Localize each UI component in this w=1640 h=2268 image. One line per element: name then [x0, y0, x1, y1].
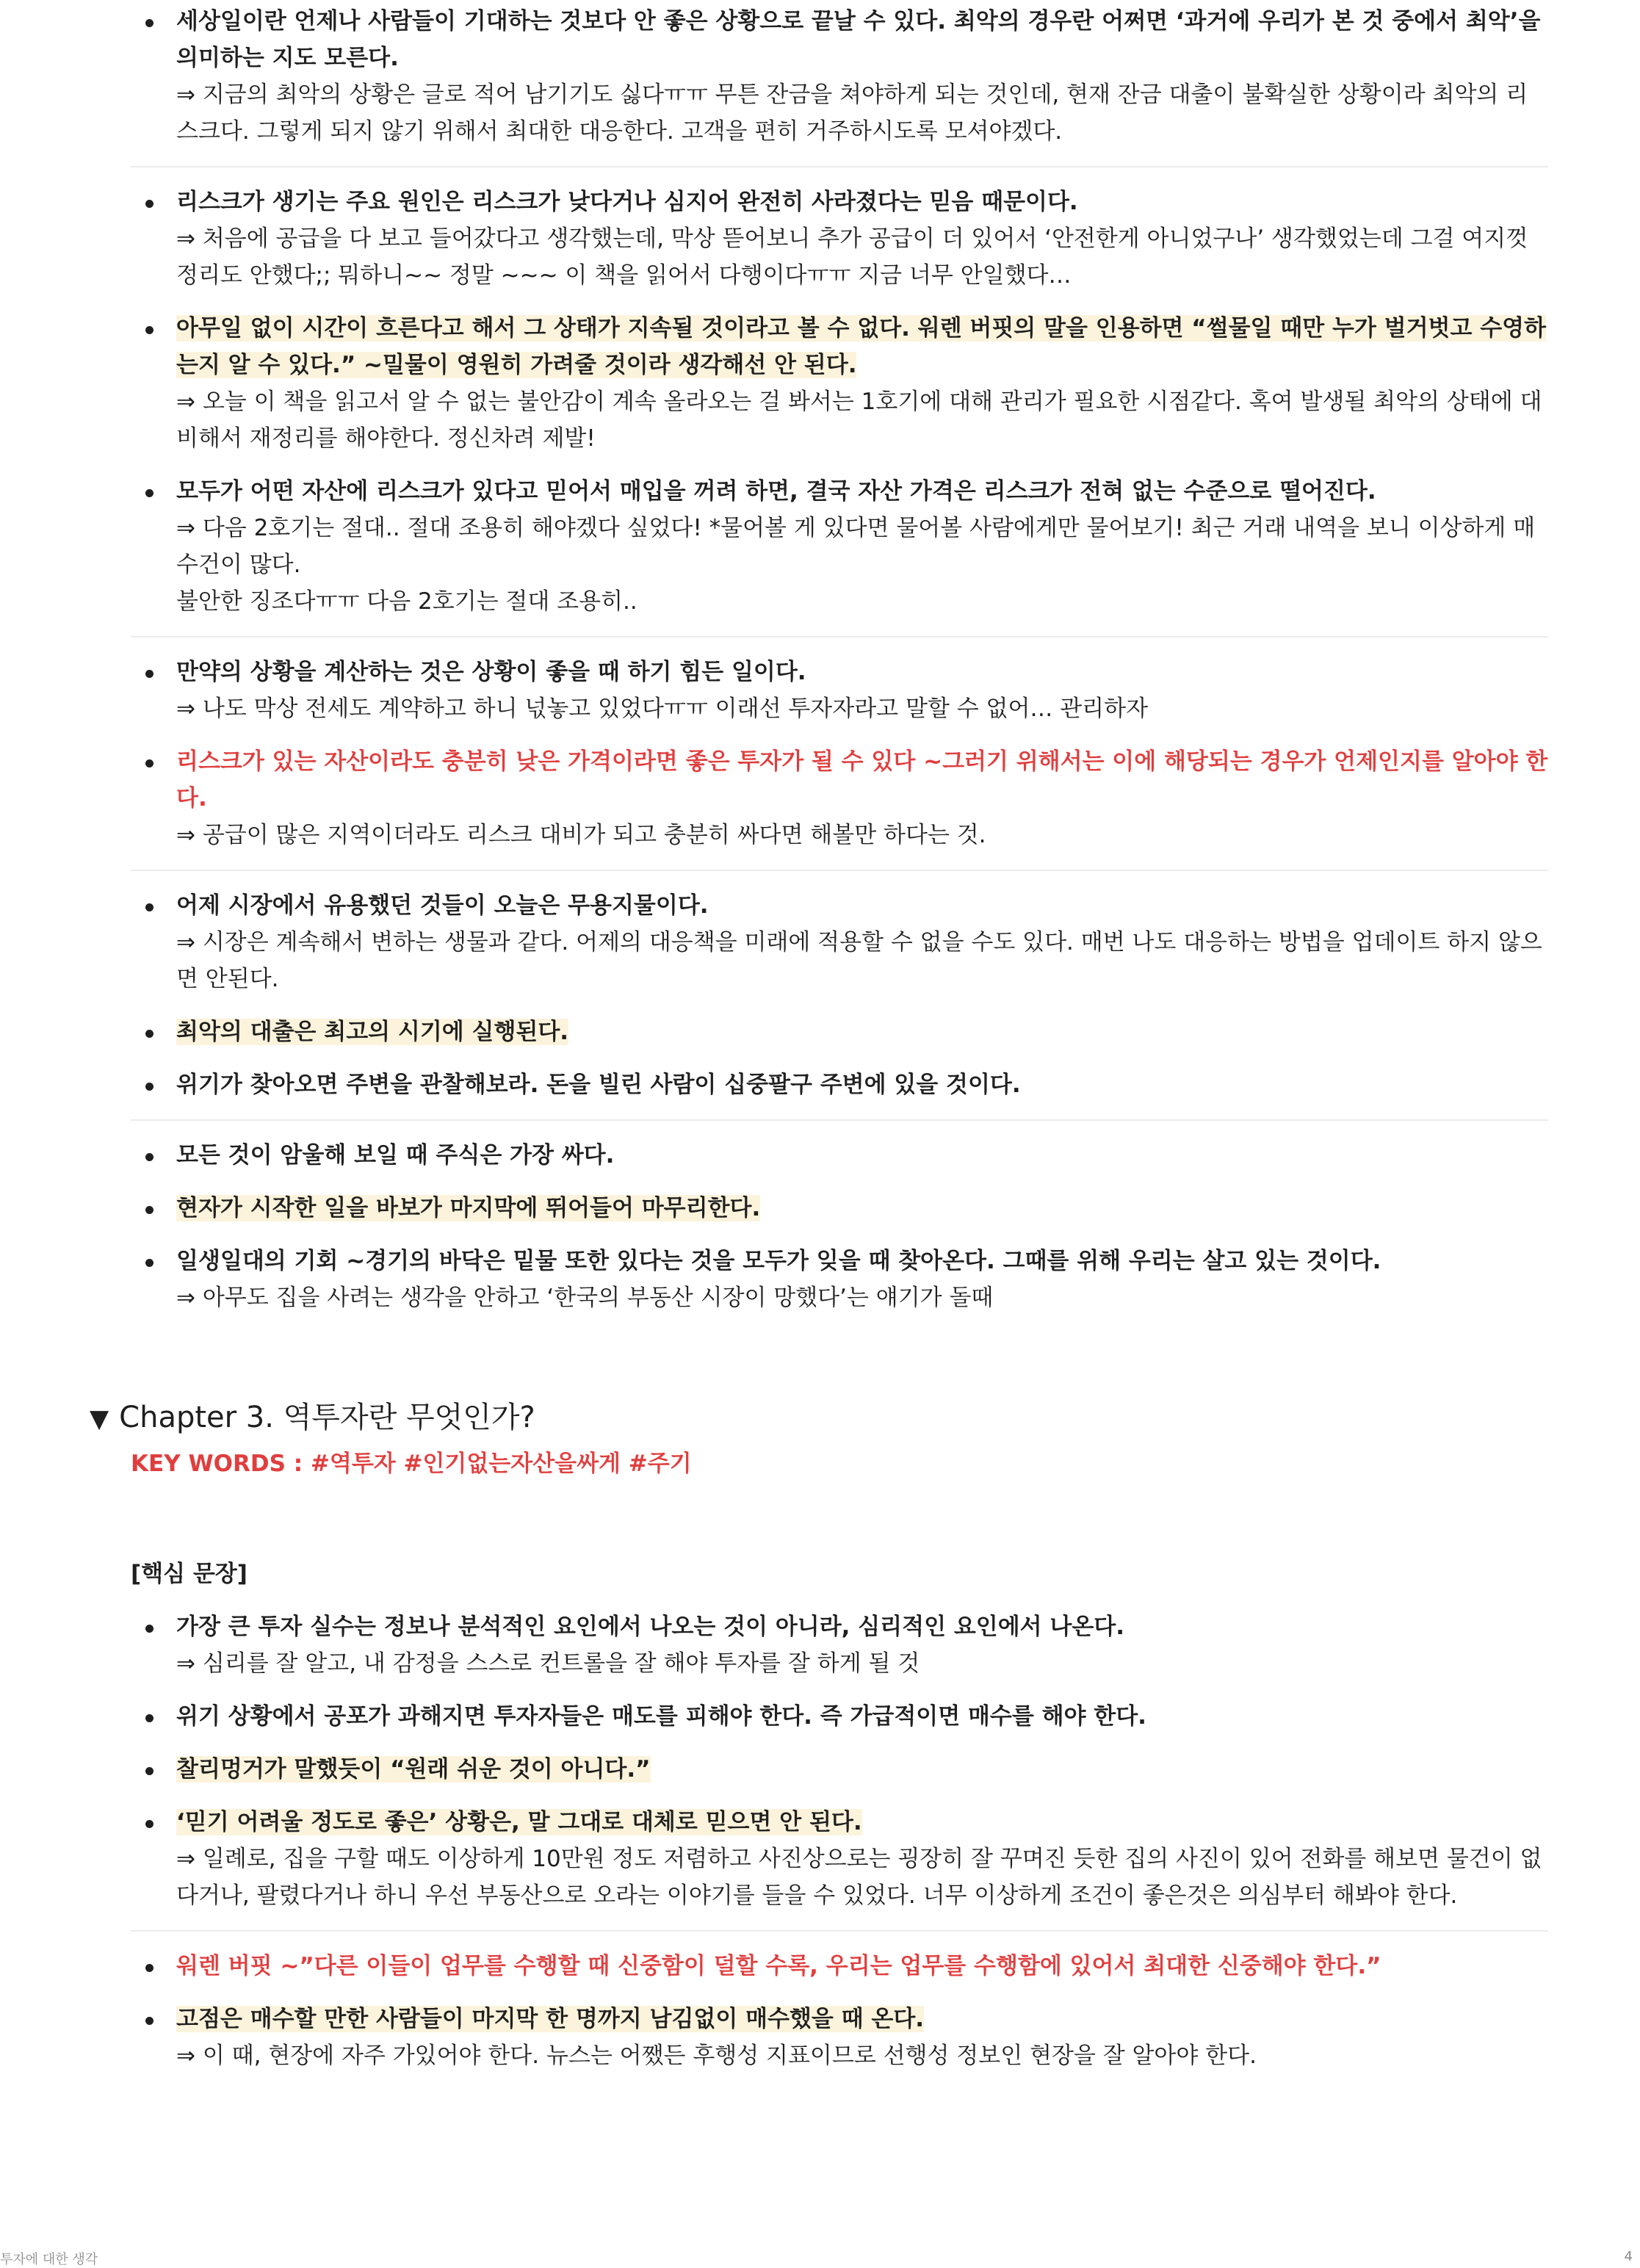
key-sentence: [176, 473, 1548, 510]
key-sentence-text: 현자가 시작한 일을 바보가 마지막에 뛰어들어 마무리한다.: [176, 1195, 761, 1221]
list-item: [131, 1948, 1548, 1984]
list-item: [131, 1190, 1548, 1227]
key-sentence: [176, 3, 1548, 76]
bullet-list: [131, 887, 1548, 1103]
key-sentence-text: 워렌 버핏 ~”다른 이들이 업무를 수행할 때 신중함이 덜할 수록, 우리는 업무를 수행함에 있어서 최대한 신중해야 한다.”: [176, 1953, 1381, 1979]
reflection-note: ⇒ 아무도 집을 사려는 생각을 안하고 ‘한국의 부동산 시장이 망했다’는 얘기가 돌때: [176, 1285, 994, 1311]
chapter-title: Chapter 3. 역투자란 무엇인가?: [119, 1401, 535, 1434]
key-sentence: [176, 743, 1548, 817]
key-sentence: [176, 1190, 1548, 1227]
chapter-toggle[interactable]: [90, 1395, 535, 1441]
divider: [131, 166, 1548, 167]
key-sentence-text: 위기가 찾아오면 주변을 관찰해보라. 돈을 빌린 사람이 십중팔구 주변에 있을 것이다.: [176, 1072, 1021, 1098]
key-sentence: [176, 1243, 1548, 1279]
key-sentence: [176, 1608, 1548, 1645]
footer-page-number: 4: [1624, 2249, 1633, 2264]
key-sentence: [176, 1137, 1548, 1174]
list-item: [131, 473, 1548, 620]
key-sentence: [176, 1948, 1548, 1984]
key-sentence: [176, 2001, 1548, 2037]
key-sentence-text: 세상일이란 언제나 사람들이 기대하는 것보다 안 좋은 상황으로 끝날 수 있다. 최악의 경우란 어쩌면 ‘과거에 우리가 본 것 중에서 최악’을 의미하는 지도 모른다.: [176, 8, 1541, 71]
key-sentence-text: 만약의 상황을 계산하는 것은 상황이 좋을 때 하기 힘든 일이다.: [176, 659, 806, 685]
bullet-list: [131, 1608, 1548, 1914]
key-sentence-text: 고점은 매수할 만한 사람들이 마지막 한 명까지 남김없이 매수했을 때 온다.: [176, 2006, 925, 2032]
reflection-note: ⇒ 일례로, 집을 구할 때도 이상하게 10만원 정도 저렴하고 사진상으로는 굉장히 잘 꾸며진 듯한 집의 사진이 있어 전화를 해보면 물건이 없다거나, 팔렸다거나 하니 우선 부동산으로 오라는 이야기를 들을 수 있었다. 너무 이상하게 조건이 좋은것은 의심부터 해봐야 한다.: [176, 1846, 1542, 1909]
divider: [131, 636, 1548, 638]
list-item: [131, 1137, 1548, 1174]
key-sentence: [176, 1751, 1548, 1788]
notes-bottom-section: [131, 1608, 1548, 2090]
key-sentence-text: 모두가 어떤 자산에 리스크가 있다고 믿어서 매입을 꺼려 하면, 결국 자산 가격은 리스크가 전혀 없는 수준으로 떨어진다.: [176, 478, 1376, 505]
list-item: [131, 310, 1548, 457]
key-sentence: [176, 310, 1548, 383]
key-sentence-text: 일생일대의 기회 ~경기의 바닥은 밑물 또한 있다는 것을 모두가 잊을 때 찾아온다. 그때를 위해 우리는 살고 있는 것이다.: [176, 1248, 1381, 1274]
section-label: [핵심 문장]: [131, 1561, 248, 1587]
key-words: KEY WORDS : #역투자 #인기없는자산을싸게 #주기: [131, 1451, 692, 1477]
list-item: [131, 2001, 1548, 2074]
key-sentence: [176, 1698, 1548, 1735]
list-item: [131, 1698, 1548, 1735]
reflection-note: ⇒ 다음 2호기는 절대.. 절대 조용히 해야겠다 싶었다! *물어볼 게 있다면 물어볼 사람에게만 물어보기! 최근 거래 내역을 보니 이상하게 매수건이 많다.: [176, 515, 1536, 578]
list-item: [131, 184, 1548, 294]
reflection-note: ⇒ 공급이 많은 지역이더라도 리스크 대비가 되고 충분히 싸다면 해볼만 하다는 것.: [176, 822, 986, 848]
list-item: [131, 654, 1548, 727]
notes-top-section: [131, 3, 1548, 1332]
key-sentence-text: 가장 큰 투자 실수는 정보나 분석적인 요인에서 나오는 것이 아니라, 심리적인 요인에서 나온다.: [176, 1614, 1125, 1640]
key-sentence: [176, 184, 1548, 220]
key-sentence-text: 어제 시장에서 유용했던 것들이 오늘은 무용지물이다.: [176, 892, 709, 919]
list-item: [131, 743, 1548, 853]
key-sentence-text: 위기 상황에서 공포가 과해지면 투자자들은 매도를 피해야 한다. 즉 가급적이면 매수를 해야 한다.: [176, 1703, 1146, 1730]
bullet-list: [131, 1137, 1548, 1316]
key-sentence: [176, 887, 1548, 924]
list-item: [131, 1608, 1548, 1682]
reflection-note: ⇒ 오늘 이 책을 읽고서 알 수 없는 불안감이 계속 올라오는 걸 봐서는 1호기에 대해 관리가 필요한 시점같다. 혹여 발생될 최악의 상태에 대비해서 재정리를 해야한다. 정신차려 제발!: [176, 389, 1542, 452]
toggle-triangle-icon[interactable]: ▼: [90, 1404, 109, 1434]
bullet-list: [131, 3, 1548, 150]
divider: [131, 1930, 1548, 1932]
reflection-note: 불안한 징조다ㅠㅠ 다음 2호기는 절대 조용히..: [176, 588, 637, 615]
list-item: [131, 1066, 1548, 1103]
list-item: [131, 1014, 1548, 1050]
key-sentence: [176, 1014, 1548, 1050]
list-item: [131, 1751, 1548, 1788]
reflection-note: ⇒ 시장은 계속해서 변하는 생물과 같다. 어제의 대응책을 미래에 적용할 수 없을 수도 있다. 매번 나도 대응하는 방법을 업데이트 하지 않으면 안된다.: [176, 929, 1542, 992]
divider: [131, 870, 1548, 871]
key-sentence-text: ‘믿기 어려울 정도로 좋은’ 상황은, 말 그대로 대체로 믿으면 안 된다.: [176, 1809, 862, 1835]
key-sentence-text: 리스크가 있는 자산이라도 충분히 낮은 가격이라면 좋은 투자가 될 수 있다 ~그러기 위해서는 이에 해당되는 경우가 언제인지를 알아야 한다.: [176, 748, 1548, 812]
divider: [131, 1119, 1548, 1121]
key-sentence-text: 아무일 없이 시간이 흐른다고 해서 그 상태가 지속될 것이라고 볼 수 없다. 워렌 버핏의 말을 인용하면 “썰물일 때만 누가 벌거벗고 수영하는지 알 수 있다.” ~밀물이 영원히 가려줄 것이라 생각해선 안 된다.: [176, 315, 1547, 378]
list-item: [131, 1804, 1548, 1914]
reflection-note: ⇒ 심리를 잘 알고, 내 감정을 스스로 컨트롤을 잘 해야 투자를 잘 하게 될 것: [176, 1650, 920, 1677]
key-sentence-text: 최악의 대출은 최고의 시기에 실행된다.: [176, 1019, 569, 1045]
list-item: [131, 887, 1548, 997]
key-sentence: [176, 1804, 1548, 1841]
bullet-list: [131, 1948, 1548, 2074]
reflection-note: ⇒ 나도 막상 전세도 계약하고 하니 넋놓고 있었다ㅠㅠ 이래선 투자자라고 말할 수 없어… 관리하자: [176, 696, 1149, 722]
reflection-note: ⇒ 이 때, 현장에 자주 가있어야 한다. 뉴스는 어쨌든 후행성 지표이므로 선행성 정보인 현장을 잘 알아야 한다.: [176, 2043, 1257, 2069]
key-sentence-text: 찰리멍거가 말했듯이 “원래 쉬운 것이 아니다.”: [176, 1756, 651, 1783]
key-sentence: [176, 654, 1548, 690]
list-item: [131, 3, 1548, 150]
bullet-list: [131, 184, 1548, 620]
bullet-list: [131, 654, 1548, 853]
footer-doc-title: 투자에 대한 생각: [0, 2252, 98, 2267]
reflection-note: ⇒ 처음에 공급을 다 보고 들어갔다고 생각했는데, 막상 뜯어보니 추가 공급이 더 있어서 ‘안전한게 아니었구나’ 생각했었는데 그걸 여지껏 정리도 안했다;; 뭐하니~~ 정말 ~~~ 이 책을 읽어서 다행이다ㅠㅠ 지금 너무 안일했다…: [176, 225, 1528, 289]
key-sentence: [176, 1066, 1548, 1103]
reflection-note: ⇒ 지금의 최악의 상황은 글로 적어 남기기도 싫다ㅠㅠ 무튼 잔금을 쳐야하게 되는 것인데, 현재 잔금 대출이 불확실한 상황이라 최악의 리스크다. 그렇게 되지 않기 위해서 최대한 대응한다. 고객을 편히 거주하시도록 모셔야겠다.: [176, 82, 1528, 145]
key-sentence-text: 모든 것이 암울해 보일 때 주식은 가장 싸다.: [176, 1142, 615, 1169]
list-item: [131, 1243, 1548, 1316]
key-sentence-text: 리스크가 생기는 주요 원인은 리스크가 낮다거나 심지어 완전히 사라졌다는 믿음 때문이다.: [176, 189, 1078, 215]
